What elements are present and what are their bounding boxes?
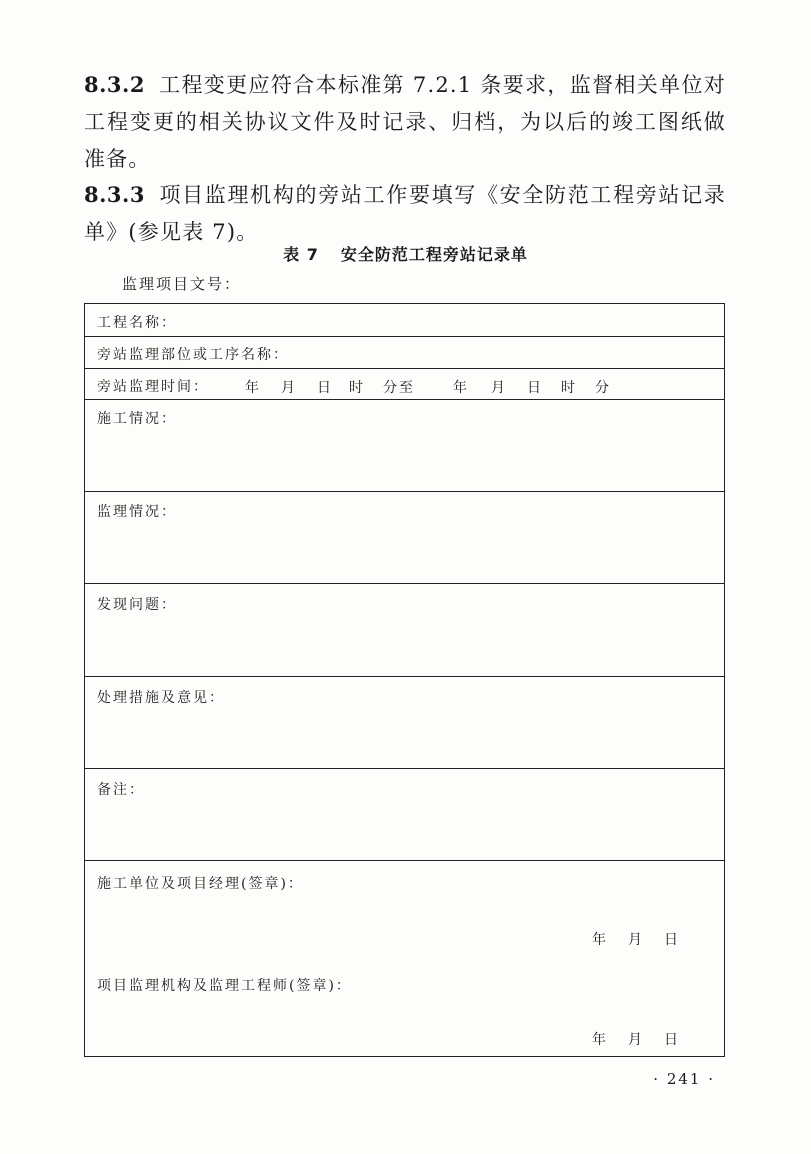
time-end-minute: 分 xyxy=(595,380,611,396)
supervision-label: 监理情况： xyxy=(97,504,177,520)
record-form-table xyxy=(84,303,725,1057)
time-label: 旁站监理时间： xyxy=(97,379,209,395)
date-month: 月 xyxy=(628,932,642,948)
row-signatures xyxy=(85,861,724,1055)
paragraph-8-3-3 xyxy=(84,176,726,251)
time-start-minute: 分至 xyxy=(383,380,415,396)
time-end-day: 日 xyxy=(527,380,543,396)
page-number: · 241 · xyxy=(653,1070,715,1088)
table-title xyxy=(0,242,811,265)
clause-text: 工程变更应符合本标准第 7.2.1 条要求，监督相关单位对工程变更的相关协议文件及时记录、归档，为以后的竣工图纸做准备。 xyxy=(84,73,726,171)
measures-label: 处理措施及意见： xyxy=(97,690,225,706)
doc-number-label: 监理项目文号： xyxy=(122,275,242,293)
table-title-text: 安全防范工程旁站记录单 xyxy=(340,245,528,264)
date-day: 日 xyxy=(664,932,678,948)
supervisor-sign-label: 项目监理机构及监理工程师(签章)： xyxy=(97,978,352,994)
location-label: 旁站监理部位或工序名称： xyxy=(97,347,289,363)
time-start-year: 年 xyxy=(245,380,261,396)
remarks-label: 备注： xyxy=(97,782,145,798)
date-year: 年 xyxy=(592,1032,606,1048)
clause-number: 8.3.3 xyxy=(84,182,145,207)
row-location xyxy=(85,337,724,369)
date-year: 年 xyxy=(592,932,606,948)
table-number: 表 7 xyxy=(283,245,319,264)
contractor-sign-label: 施工单位及项目经理(签章)： xyxy=(97,876,304,892)
problems-label: 发现问题： xyxy=(97,597,177,613)
row-supervision xyxy=(85,492,724,584)
paragraph-8-3-2 xyxy=(84,66,726,178)
time-end-year: 年 xyxy=(453,380,469,396)
project-name-label: 工程名称： xyxy=(97,315,177,331)
contractor-sign-date xyxy=(570,929,678,949)
clause-text: 项目监理机构的旁站工作要填写《安全防范工程旁站记录单》(参见表 7)。 xyxy=(84,183,726,244)
supervisor-sign-date xyxy=(570,1029,678,1049)
time-start-hour: 时 xyxy=(349,380,365,396)
time-start-month: 月 xyxy=(281,380,297,396)
row-project-name xyxy=(85,304,724,337)
clause-number: 8.3.2 xyxy=(84,72,145,97)
row-time xyxy=(85,369,724,400)
row-problems xyxy=(85,584,724,677)
time-start-day: 日 xyxy=(317,380,333,396)
date-day: 日 xyxy=(664,1032,678,1048)
time-end-hour: 时 xyxy=(561,380,577,396)
row-construction xyxy=(85,400,724,492)
time-end-month: 月 xyxy=(491,380,507,396)
construction-label: 施工情况： xyxy=(97,411,177,427)
row-measures xyxy=(85,677,724,769)
row-remarks xyxy=(85,769,724,861)
date-month: 月 xyxy=(628,1032,642,1048)
